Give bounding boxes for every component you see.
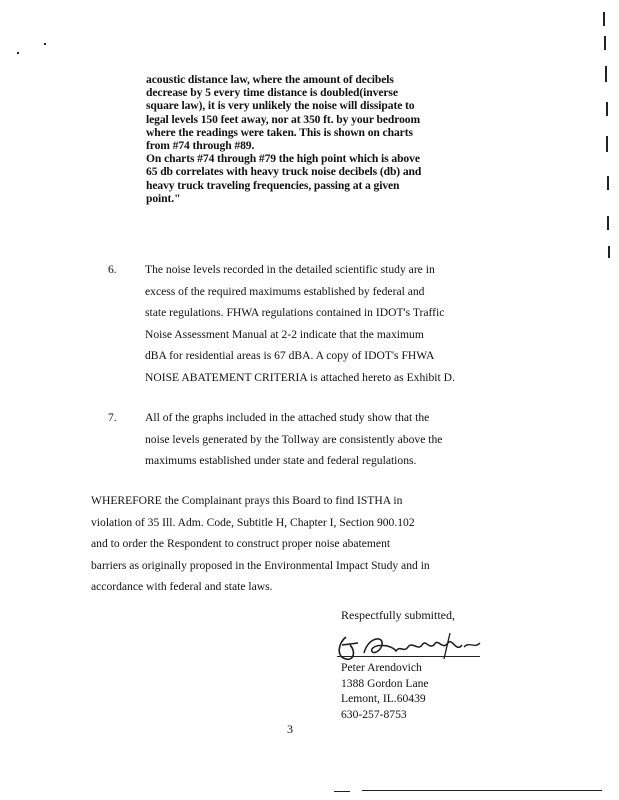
item-number: 6. <box>108 263 117 276</box>
wherefore-line: and to order the Respondent to construct proper noise abatement <box>91 537 391 550</box>
wherefore-line: violation of 35 Ill. Adm. Code, Subtitle H, Chapter I, Section 900.102 <box>91 515 415 529</box>
item-number: 7. <box>108 411 117 424</box>
quote-line: legal levels 150 feet away, nor at 350 ft. by your bedroom <box>146 112 421 126</box>
item-line: All of the graphs included in the attached study show that the <box>145 411 430 424</box>
page-number: 3 <box>287 722 293 736</box>
signer-name: Peter Arendovich <box>341 661 422 674</box>
scan-mark <box>607 176 609 190</box>
quote-line: decrease by 5 every time distance is doubled(inverse <box>146 86 398 100</box>
signer-street: 1388 Gordon Lane <box>341 676 429 690</box>
wherefore-line: WHEREFORE the Complainant prays this Board to find ISTHA in <box>91 494 403 507</box>
scan-mark <box>44 43 46 45</box>
signer-block <box>341 660 429 722</box>
item-line: state regulations. FHWA regulations contained in IDOT's Traffic <box>145 306 445 319</box>
signer-city: Lemont, IL.60439 <box>341 692 426 705</box>
item-line: NOISE ABATEMENT CRITERIA is attached hereto as Exhibit D. <box>145 370 455 384</box>
quote-line: heavy truck traveling frequencies, passing at a given <box>146 178 400 192</box>
signature-line <box>337 656 480 657</box>
scan-mark <box>608 246 610 258</box>
scan-mark <box>603 12 605 26</box>
item-line: dBA for residential areas is 67 dBA. A copy of IDOT's FHWA <box>145 349 435 362</box>
scan-mark <box>334 791 350 792</box>
quote-line: square law), it is very unlikely the noise will dissipate to <box>146 99 415 113</box>
quote-line: On charts #74 through #79 the high point which is above <box>146 152 420 166</box>
wherefore-line: accordance with federal and state laws. <box>91 580 273 593</box>
scan-mark <box>606 102 608 116</box>
item-text <box>145 407 540 472</box>
scan-mark <box>605 66 607 82</box>
item-line: excess of the required maximums established by federal and <box>145 284 425 298</box>
quote-line: from #74 through #89. <box>146 139 255 153</box>
closing-line: Respectfully submitted, <box>341 608 455 622</box>
wherefore-paragraph <box>91 490 551 598</box>
quote-line: point." <box>146 191 181 205</box>
item-line: noise levels generated by the Tollway are consistently above the <box>145 432 443 446</box>
scan-mark <box>607 216 609 230</box>
item-text <box>145 259 540 388</box>
quoted-paragraph <box>146 73 516 205</box>
signer-phone: 630-257-8753 <box>341 707 407 721</box>
quote-line: 65 db correlates with heavy truck noise decibels (db) and <box>146 165 422 179</box>
item-line: maximums established under state and federal regulations. <box>145 454 417 467</box>
scan-mark <box>604 36 606 50</box>
item-line: The noise levels recorded in the detailed scientific study are in <box>145 263 435 276</box>
scan-mark <box>362 790 602 791</box>
wherefore-line: barriers as originally proposed in the Environmental Impact Study and in <box>91 558 430 572</box>
scan-mark <box>606 136 608 152</box>
scan-mark <box>17 52 19 54</box>
item-line: Noise Assessment Manual at 2-2 indicate that the maximum <box>145 327 424 341</box>
quote-line: where the readings were taken. This is shown on charts <box>146 125 413 139</box>
quote-line: acoustic distance law, where the amount of decibels <box>146 73 394 86</box>
